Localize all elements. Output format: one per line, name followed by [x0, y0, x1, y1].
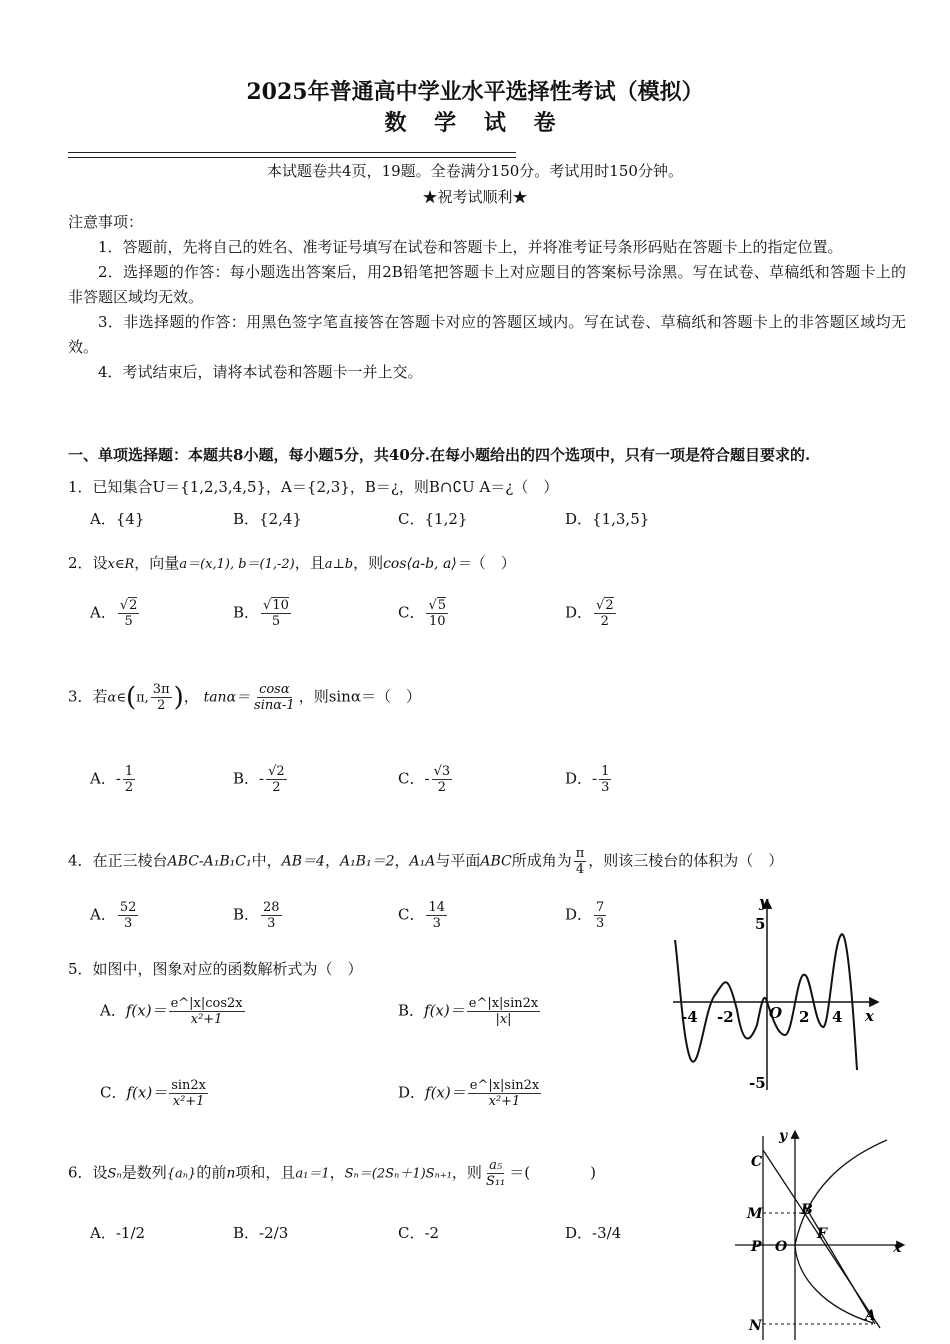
option-denominator: 2 — [437, 780, 446, 795]
option-label: C． — [398, 769, 425, 788]
point-f: F — [817, 1226, 827, 1242]
option-denominator: x²+1 — [488, 1094, 521, 1109]
minus-sign: - — [259, 769, 265, 788]
x-tick: -2 — [717, 1008, 734, 1026]
q5-function-graph — [665, 895, 885, 1095]
question-6-stem — [68, 1158, 596, 1189]
option-numerator: √2 — [268, 764, 285, 779]
point-p: P — [751, 1239, 762, 1255]
option-lhs: f(x)＝ — [424, 1001, 465, 1020]
q1-option-c: C．{1,2} — [398, 510, 468, 528]
q6-math: a₁＝1 — [295, 1166, 330, 1182]
y-label: y — [779, 1128, 788, 1144]
q2-option-c: C． $\frac{√5}{10}$ — [398, 598, 447, 629]
question-2-stem — [68, 552, 516, 573]
option-lhs: f(x)＝ — [125, 1001, 167, 1020]
minus-sign: - — [115, 769, 121, 788]
option-value: -2/3 — [259, 1224, 289, 1242]
q4-frac-den: 4 — [575, 862, 585, 877]
option-label: A． — [90, 603, 116, 622]
q4-math: ABC — [480, 853, 512, 870]
exam-subtitle: 数 学 试 卷 — [384, 110, 566, 136]
exam-title: 2025年普通高中学业水平选择性考试（模拟） — [246, 79, 704, 105]
option-denominator: |x| — [495, 1012, 512, 1027]
option-label: D． — [565, 1224, 593, 1242]
q5-option-a — [100, 996, 247, 1027]
question-1-stem: 1．已知集合U＝{1,2,3,4,5}，A＝{2,3}，B＝¿，则B∩∁U A＝¿（ ） — [68, 478, 559, 496]
q2-text: 2．设 — [68, 554, 108, 572]
q3-frac-num: cosα — [259, 682, 290, 697]
q4-text: 与平面 — [435, 851, 481, 870]
q4-option-a — [90, 900, 140, 931]
point-a: A — [865, 1308, 876, 1324]
note-item: 3．非选择题的作答：用黑色签字笔直接答在答题卡对应的答题区域内。写在试卷、草稿纸和答题卡上的非答题区域均无效。 — [68, 313, 906, 356]
option-denominator: 3 — [267, 916, 276, 931]
q4-option-b — [233, 900, 284, 931]
q6-frac-den: S₁₁ — [485, 1174, 506, 1189]
option-denominator: 3 — [601, 780, 610, 795]
option-numerator: 14 — [428, 900, 446, 915]
q6-parabola-figure — [735, 1128, 910, 1342]
question-4-stem — [68, 846, 783, 877]
option-numerator: sin2x — [171, 1078, 207, 1093]
q3-option-d — [565, 764, 613, 795]
option-label: B． — [398, 1001, 425, 1020]
option-label: D． — [398, 1083, 426, 1102]
y-tick-top: 5 — [755, 915, 766, 933]
option-numerator: e^|x|sin2x — [468, 996, 539, 1011]
q3-option-b — [233, 764, 289, 795]
exam-info: 本试题卷共4页，19题。全卷满分150分。考试用时150分钟。 — [267, 162, 683, 180]
q4-text: ， — [324, 851, 340, 870]
option-lhs: f(x)＝ — [425, 1083, 466, 1102]
minus-sign: - — [592, 769, 598, 788]
option-label: C． — [398, 603, 425, 622]
q4-frac-num: π — [575, 846, 585, 861]
q3-math: π, — [136, 690, 149, 706]
q4-option-c — [398, 900, 449, 931]
option-value: -3/4 — [592, 1224, 622, 1242]
q3-frac-num: 3π — [152, 682, 170, 697]
q4-text: 4．在正三棱台 — [68, 851, 168, 870]
q6-option-a — [90, 1222, 145, 1243]
option-numerator: 52 — [119, 900, 137, 915]
option-label: C． — [398, 905, 425, 924]
q6-option-d — [565, 1222, 621, 1243]
option-denominator: 3 — [432, 916, 441, 931]
option-denominator: 2 — [600, 614, 609, 629]
point-o: O — [775, 1239, 788, 1255]
q6-text: 6．设 — [68, 1163, 108, 1182]
q2-math: a＝(x,1), b＝(1,-2) — [179, 557, 295, 572]
point-n: N — [749, 1318, 762, 1334]
notes-block — [68, 210, 906, 385]
option-denominator: x²+1 — [172, 1094, 205, 1109]
option-denominator: 3 — [596, 916, 605, 931]
note-item: 4．考试结束后，请将本试卷和答题卡一并上交。 — [98, 363, 423, 381]
q6-option-c — [398, 1222, 439, 1243]
origin-label: O — [769, 1004, 783, 1022]
q4-math: AB＝4 — [281, 853, 325, 870]
q2-text: ，且 — [294, 554, 325, 572]
q2-text: ，则 — [353, 554, 384, 572]
q6-text: ， — [329, 1163, 345, 1182]
q3-text: 3．若 — [68, 687, 108, 706]
q6-math: n — [226, 1165, 236, 1182]
line-ba — [805, 1206, 875, 1324]
option-numerator: 2 — [605, 598, 614, 613]
option-value: -2 — [424, 1224, 440, 1242]
q6-math: Sₙ — [107, 1166, 122, 1182]
option-label: A． — [90, 905, 116, 924]
q3-math: tanα＝ — [203, 689, 251, 706]
section-heading: 一、单项选择题：本题共8小题，每小题5分，共40分.在每小题给出的四个选项中，只有一项是符合题目要求的. — [68, 446, 811, 464]
option-label: B． — [233, 603, 260, 622]
title-divider — [68, 152, 516, 158]
option-label: D． — [565, 603, 593, 622]
notes-heading: 注意事项： — [68, 213, 144, 231]
q2-option-d: D． $\frac{√2}{2}$ — [565, 598, 614, 629]
option-denominator: 2 — [124, 780, 134, 795]
option-denominator: 5 — [271, 614, 281, 629]
q2-text: ，向量 — [134, 554, 180, 572]
q4-option-d — [565, 900, 608, 931]
option-label: D． — [565, 769, 593, 788]
q6-text: 项和，且 — [235, 1163, 296, 1182]
x-tick: -4 — [681, 1008, 698, 1026]
q2-option-a: A． $\frac{√2}{5}$ — [90, 598, 138, 629]
option-numerator: 5 — [437, 598, 447, 613]
q3-frac-den: 2 — [157, 698, 166, 713]
q4-math: ABC-A₁B₁C₁ — [167, 853, 252, 870]
q3-text: ， — [183, 687, 199, 706]
option-numerator: e^|x|sin2x — [469, 1078, 540, 1093]
option-numerator: 10 — [272, 598, 289, 613]
option-label: B． — [233, 1224, 260, 1242]
option-label: A． — [100, 1001, 126, 1020]
point-b: B — [801, 1202, 813, 1218]
option-label: B． — [233, 769, 260, 788]
q6-frac-num: a₅ — [489, 1158, 503, 1173]
q6-text: 的前 — [196, 1163, 227, 1182]
option-value: -1/2 — [115, 1224, 146, 1242]
q3-text: ，则sinα＝（ ） — [298, 687, 421, 706]
x-label: x — [893, 1240, 902, 1256]
option-label: C． — [100, 1083, 127, 1102]
q6-text: 是数列 — [121, 1163, 167, 1182]
q1-option-b: B．{2,4} — [233, 510, 302, 528]
option-denominator: 10 — [429, 614, 446, 629]
q2-math: x∈R — [107, 557, 135, 572]
option-numerator: 7 — [596, 900, 605, 915]
option-numerator: 2 — [129, 598, 138, 613]
q4-text: 所成角为 — [511, 851, 572, 870]
option-label: B． — [233, 905, 260, 924]
q3-frac-den: sinα-1 — [254, 698, 295, 713]
q4-text: ， — [394, 851, 410, 870]
option-label: A． — [90, 769, 116, 788]
q4-text: ，则该三棱台的体积为（ ） — [588, 851, 784, 870]
point-m: M — [747, 1206, 763, 1222]
q4-text: 中， — [251, 851, 282, 870]
q3-option-c — [398, 764, 454, 795]
q6-math: {aₙ} — [166, 1166, 197, 1182]
y-axis-label: y — [759, 895, 768, 911]
option-numerator: e^|x|cos2x — [170, 996, 243, 1011]
option-denominator: x²+1 — [190, 1012, 223, 1027]
x-axis-label: x — [865, 1007, 874, 1025]
q2-math: a⊥b — [324, 557, 354, 572]
q4-math: A₁A — [409, 853, 436, 870]
option-lhs: f(x)＝ — [126, 1083, 168, 1102]
q6-option-b — [233, 1222, 288, 1243]
y-tick-bottom: -5 — [749, 1074, 766, 1092]
option-denominator: 3 — [123, 916, 133, 931]
option-denominator: 2 — [272, 780, 281, 795]
q3-math: α∈ — [107, 690, 126, 706]
minus-sign: - — [424, 769, 430, 788]
option-numerator: 1 — [124, 764, 134, 779]
note-item: 1．答题前，先将自己的姓名、准考证号填写在试卷和答题卡上，并将准考证号条形码贴在答题卡上的指定位置。 — [98, 238, 843, 256]
q2-option-b: B． $\frac{√10}{5}$ — [233, 598, 289, 629]
q3-option-a — [90, 764, 137, 795]
q5-option-d — [398, 1078, 543, 1109]
q2-text: （ ） — [470, 554, 516, 572]
note-item: 2．选择题的作答：每小题选出答案后，用2B铅笔把答题卡上对应题目的答案标号涂黑。写在试卷、草稿纸和答题卡上的非答题区域均无效。 — [68, 263, 906, 306]
q1-option-a: A．{4} — [90, 510, 145, 528]
x-tick: 4 — [832, 1008, 843, 1026]
q6-text: ＝( ) — [509, 1163, 596, 1182]
q5-option-c — [100, 1078, 210, 1109]
option-denominator: 5 — [124, 614, 133, 629]
option-numerator: √3 — [433, 764, 451, 779]
q4-math: A₁B₁＝2 — [339, 853, 395, 870]
q6-math: Sₙ＝(2Sₙ＋1)Sₙ₊₁ — [344, 1166, 452, 1182]
option-numerator: 28 — [263, 900, 280, 915]
exam-wish: ★祝考试顺利★ — [422, 188, 528, 206]
q5-option-b — [398, 996, 542, 1027]
q6-text: ，则 — [451, 1163, 482, 1182]
option-label: C． — [398, 1224, 425, 1242]
point-c: C — [751, 1154, 763, 1170]
option-numerator: 1 — [601, 764, 610, 779]
parabola-curve — [795, 1140, 887, 1323]
question-5-stem: 5．如图中，图象对应的函数解析式为（ ） — [68, 960, 363, 978]
question-3-stem: 3．若α∈(π, $\frac{3\pi}{2}$ )， tanα＝ $\frac{\cos\alpha}{\sin\alpha-1}$ ，则sinα＝（ ） — [68, 682, 421, 713]
x-tick: 2 — [799, 1008, 810, 1026]
q1-option-d: D．{1,3,5} — [565, 510, 650, 528]
option-label: A． — [90, 1224, 116, 1242]
q2-math: cos⟨a-b, a⟩＝ — [383, 556, 471, 572]
option-label: D． — [565, 905, 593, 924]
